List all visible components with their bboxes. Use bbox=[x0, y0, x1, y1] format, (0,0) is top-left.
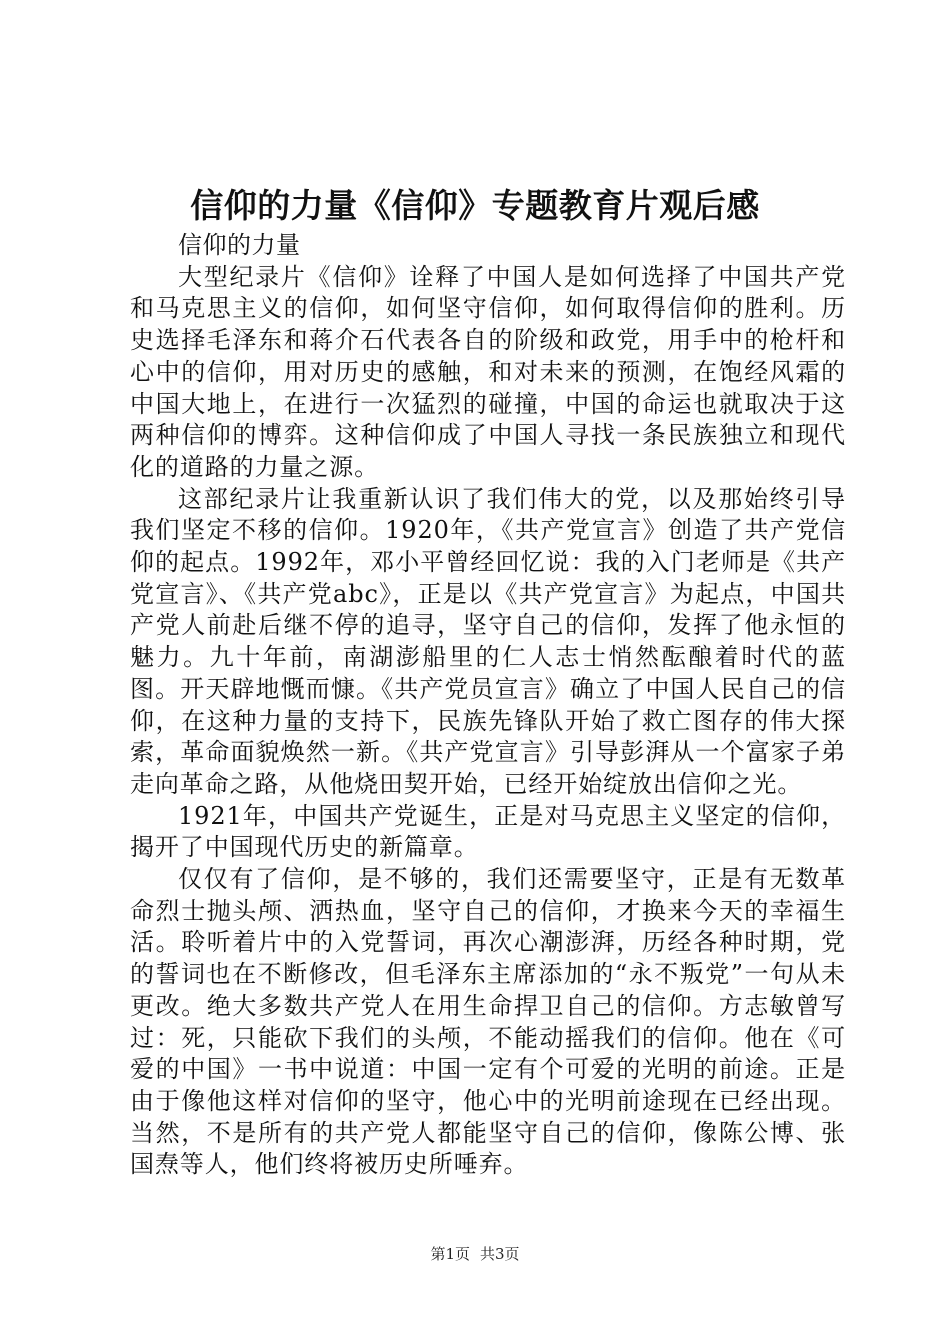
document-body bbox=[130, 230, 846, 1181]
paragraph: 1921年，中国共产党诞生，正是对马克思主义坚定的信仰，揭开了中国现代历史的新篇章。 bbox=[130, 801, 846, 862]
paragraph: 仅仅有了信仰，是不够的，我们还需要坚守，正是有无数革命烈士抛头颅、洒热血，坚守自己的信仰，才换来今天的幸福生活。聆听着片中的入党誓词，再次心潮澎湃，历经各种时期，党的誓词也在不断修改，但毛泽东主席添加的“永不叛党”一句从未更改。绝大多数共产党人在用生命捍卫自己的信仰。方志敏曾写过：死，只能砍下我们的头颅，不能动摇我们的信仰。他在《可爱的中国》一书中说道：中国一定有个可爱的光明的前途。正是由于像他这样对信仰的坚守，他心中的光明前途现在已经出现。当然，不是所有的共产党人都能坚守自己的信仰，像陈公博、张国焘等人，他们终将被历史所唾弃。 bbox=[130, 865, 846, 1179]
page-total: 共3页 bbox=[480, 1245, 520, 1263]
paragraph: 这部纪录片让我重新认识了我们伟大的党，以及那始终引导我们坚定不移的信仰。1920年，《共产党宣言》创造了共产党信仰的起点。1992年，邓小平曾经回忆说：我的入门老师是《共产党宣言》、《共产党abc》，正是以《共产党宣言》为起点，中国共产党人前赴后继不停的追寻，坚守自己的信仰，发挥了他永恒的魅力。九十年前，南湖澎船里的仁人志士悄然酝酿着时代的蓝图。开天辟地慨而慷。《共产党员宣言》确立了中国人民自己的信仰，在这种力量的支持下，民族先锋队开始了救亡图存的伟大探索，革命面貌焕然一新。《共产党宣言》引导彭湃从一个富家子弟走向革命之路，从他烧田契开始，已经开始绽放出信仰之光。 bbox=[130, 484, 846, 798]
paragraph: 大型纪录片《信仰》诠释了中国人是如何选择了中国共产党和马克思主义的信仰，如何坚守信仰，如何取得信仰的胜利。历史选择毛泽东和蒋介石代表各自的阶级和政党，用手中的枪杆和心中的信仰，用对历史的感触，和对未来的预测，在饱经风霜的中国大地上，在进行一次猛烈的碰撞，中国的命运也就取决于这两种信仰的博弈。这种信仰成了中国人寻找一条民族独立和现代化的道路的力量之源。 bbox=[130, 262, 846, 481]
page-footer bbox=[0, 1244, 950, 1264]
page-number: 第1页 bbox=[430, 1245, 470, 1263]
document-title: 信仰的力量《信仰》专题教育片观后感 bbox=[190, 186, 760, 225]
section-subtitle: 信仰的力量 bbox=[178, 231, 301, 259]
